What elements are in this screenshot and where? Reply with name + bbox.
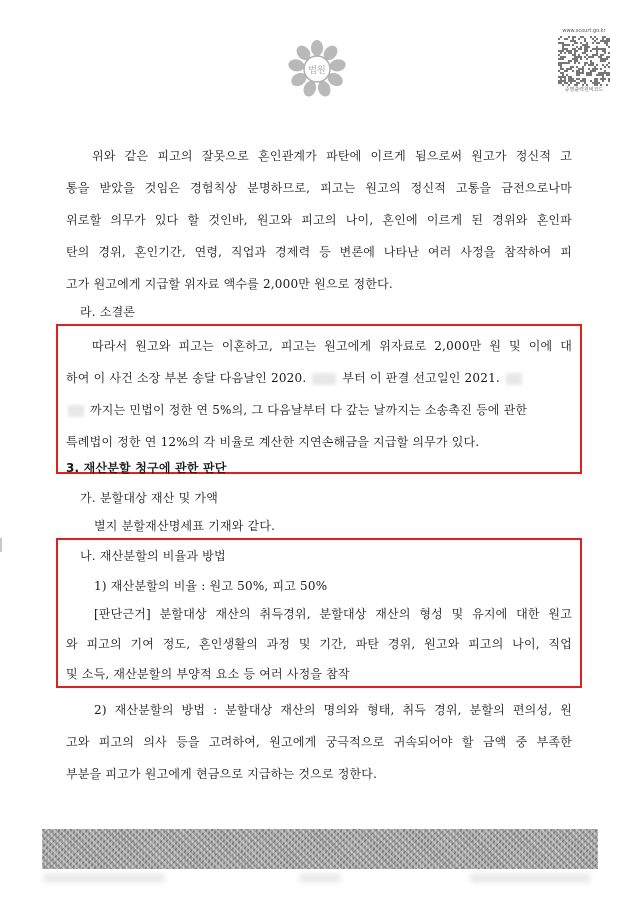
ga-text: 별지 분할재산명세표 기재와 같다.: [94, 519, 276, 533]
basis-line-1: [판단근거] 분할대상 재산의 취득경위, 분할대상 재산의 형성 및 유지에 대한 원고: [94, 607, 572, 621]
subheading-na: 나. 재산분할의 비율과 방법: [80, 549, 226, 563]
redacted-date-1: [312, 373, 336, 385]
qr-code-block: [556, 28, 612, 94]
redacted-date-3: [68, 405, 84, 417]
method-line-3: 부분을 피고가 원고에게 현금으로 지급하는 것으로 정한다.: [66, 767, 378, 781]
qr-caption: 증명출력원비코드: [564, 87, 604, 93]
basis-line-3: 및 소득, 재산분할의 부양적 요소 등 여러 사정을 참작: [66, 667, 350, 681]
footer-redacted-right: [470, 874, 590, 882]
method-line-1: 2) 재산분할의 방법 : 분할대상 재산의 명의와 형태, 취득 경위, 분할의 편의성, 원: [94, 703, 572, 717]
para1-line-5: 고가 원고에게 지급할 위자료 액수를 2,000만 원으로 정한다.: [66, 277, 393, 291]
para1-line-3: 위로할 의무가 있다 할 것인바, 원고와 피고의 나이, 혼인에 이르게 된 경위와 혼인파: [66, 213, 572, 227]
para1-line-2: 통을 받았을 것임은 경험칙상 분명하므로, 피고는 원고의 정신적 고통을 금전으로나마: [66, 181, 572, 195]
redacted-date-2: [506, 373, 522, 385]
footer-security-pattern: [42, 829, 598, 869]
para2-line-4: 특례법이 정한 연 12%의 각 비율로 계산한 지연손해금을 지급할 의무가 있다.: [66, 435, 480, 449]
na-ratio: 1) 재산분할의 비율 : 원고 50%, 피고 50%: [94, 579, 328, 593]
basis-line-2: 와 피고의 기여 정도, 혼인생활의 과정 및 기간, 파탄 경위, 원고와 피고의 나이, 직업: [66, 637, 572, 651]
court-seal-icon: [288, 40, 346, 98]
qr-url: www.scourt.go.kr: [562, 28, 606, 34]
subheading-ga: 가. 분할대상 재산 및 가액: [80, 491, 218, 505]
section-3-heading: 3. 재산분할 청구에 관한 판단: [66, 461, 227, 475]
footer-redacted-left: [44, 874, 164, 882]
para2-line-3: [66, 402, 572, 418]
method-line-2: 고와 피고의 의사 등을 고려하여, 원고에게 궁극적으로 귀속되어야 할 금액 중 부족한: [66, 735, 572, 749]
para2-line-1: 따라서 원고와 피고는 이혼하고, 피고는 원고에게 위자료로 2,000만 원 및 이에 대: [92, 339, 572, 353]
para2-line-2: [66, 370, 576, 386]
para1-line-4: 탄의 경위, 혼인기간, 연령, 직업과 경제력 등 변론에 나타난 여러 사정을 참작하여 피: [66, 245, 572, 259]
para2-line-2b: 부터 이 판결 선고일인 2021.: [342, 371, 500, 385]
subheading-ra: 라. 소결론: [80, 305, 136, 319]
qr-code-icon: [558, 36, 610, 86]
margin-mark: [0, 538, 2, 552]
footer-redacted-center: [300, 874, 340, 882]
para2-line-3-text: 까지는 민법이 정한 연 5%의, 그 다음날부터 다 갚는 날까지는 소송촉진 등에 관한: [90, 403, 528, 417]
seal-text: 법원: [308, 66, 326, 76]
para2-line-2a: 하여 이 사건 소장 부본 송달 다음날인 2020.: [66, 371, 307, 385]
para1-line-1: 위와 같은 피고의 잘못으로 혼인관계가 파탄에 이르게 됨으로써 원고가 정신적 고: [92, 149, 572, 163]
